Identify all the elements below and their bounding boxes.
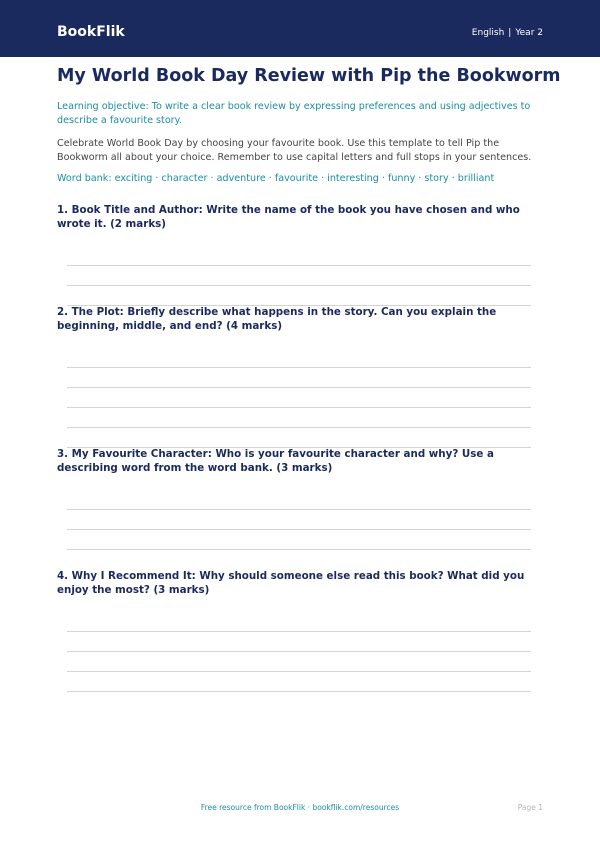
footer-resource-link[interactable]: Free resource from BookFlik · bookflik.com/resources [200, 803, 400, 812]
brand-logo[interactable]: BookFlik [57, 24, 125, 40]
answer-line[interactable] [67, 529, 531, 530]
subject-label: English [471, 28, 505, 38]
answer-line[interactable] [67, 549, 531, 550]
answer-line[interactable] [67, 367, 531, 368]
separator: | [508, 28, 512, 38]
answer-line[interactable] [67, 427, 531, 428]
answer-line[interactable] [67, 691, 531, 692]
word-bank: Word bank: exciting · character · adventure · favourite · interesting · funny · story · brilliant [57, 173, 495, 184]
page-number: Page 1 [517, 803, 543, 812]
question-3: 3. My Favourite Character: Who is your favourite character and why? Use a describing word from the word bank. (3 marks) [57, 448, 494, 474]
year-label: Year 2 [515, 28, 543, 38]
answer-line[interactable] [67, 509, 531, 510]
question-4: 4. Why I Recommend It: Why should someone else read this book? What did you enjoy the most? (3 marks) [57, 570, 525, 596]
subject-year-label [472, 28, 543, 38]
answer-line[interactable] [67, 631, 531, 632]
question-1: 1. Book Title and Author: Write the name of the book you have chosen and who wrote it. (2 marks) [57, 204, 520, 230]
learning-objective: Learning objective: To write a clear book review by expressing preferences and using adjectives to describe a favourite story. [57, 101, 531, 126]
answer-line[interactable] [67, 407, 531, 408]
answer-line[interactable] [67, 671, 531, 672]
question-2: 2. The Plot: Briefly describe what happens in the story. Can you explain the beginning, middle, and end? (4 marks) [57, 306, 497, 332]
intro-text: Celebrate World Book Day by choosing your favourite book. Use this template to tell Pip the Bookworm all about your choice. Remember to use capital letters and full stops in your sentences. [57, 138, 532, 163]
answer-line[interactable] [67, 387, 531, 388]
page-title: My World Book Day Review with Pip the Bookworm [57, 66, 561, 86]
header-band [0, 0, 600, 57]
answer-line[interactable] [67, 265, 531, 266]
answer-line[interactable] [67, 651, 531, 652]
answer-line[interactable] [67, 285, 531, 286]
